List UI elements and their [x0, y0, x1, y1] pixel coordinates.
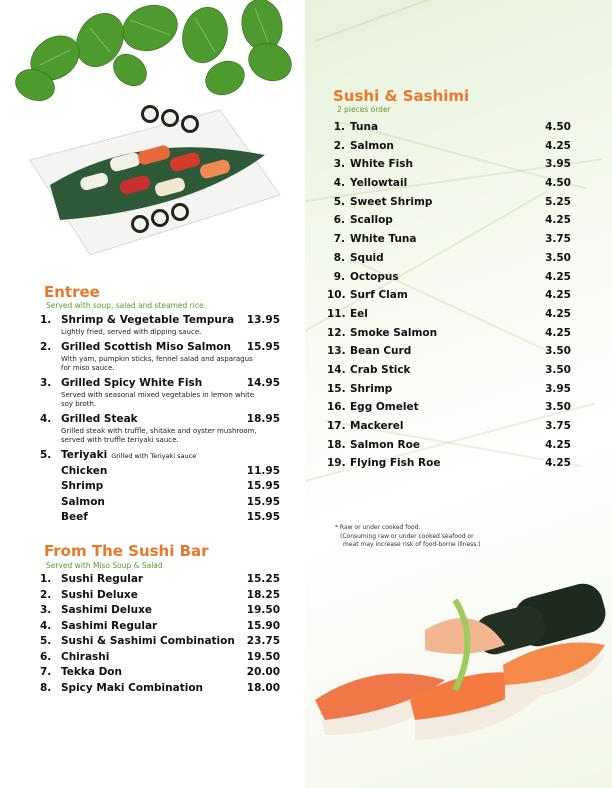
- item-price: 3.75: [545, 420, 571, 432]
- sushi-sashimi-item: [327, 214, 571, 233]
- item-price: 3.50: [545, 363, 571, 376]
- item-number: 4.: [333, 177, 345, 190]
- item-price: 3.95: [545, 158, 571, 171]
- option-name: Beef: [61, 511, 88, 523]
- sushi-bar-item: [40, 666, 280, 682]
- item-name: Grilled Scottish Miso Salmon: [61, 341, 231, 353]
- item-number: 19.: [327, 457, 346, 470]
- entree-item-row: [40, 314, 280, 328]
- item-price: 4.25: [545, 289, 571, 302]
- item-price: 18.25: [246, 588, 280, 601]
- item-name: Crab Stick: [350, 363, 411, 376]
- item-name: Surf Clam: [350, 289, 408, 302]
- sushi-bar-item: [40, 620, 280, 636]
- item-price: 18.00: [246, 681, 280, 694]
- item-price: 3.50: [545, 251, 571, 264]
- item-number: 16.: [327, 401, 346, 414]
- item-number: 3.: [40, 604, 52, 616]
- item-name: Salmon: [350, 139, 394, 152]
- sushi-sashimi-item: [327, 345, 571, 364]
- item-name: Shrimp & Vegetable Tempura: [61, 314, 235, 326]
- item-number: 2.: [40, 341, 52, 353]
- sushi-sashimi-item: [327, 252, 571, 271]
- item-name: Sweet Shrimp: [350, 195, 433, 208]
- item-number: 4.: [40, 413, 52, 425]
- item-name: Scallop: [350, 214, 393, 227]
- item-number: 5.: [333, 195, 345, 208]
- sushi-bar-subtitle: Served with Miso Soup & Salad: [46, 561, 163, 570]
- item-number: 14.: [327, 363, 346, 376]
- item-name: Sushi Regular: [61, 573, 144, 585]
- sushi-sashimi-item: [327, 457, 571, 476]
- notice-line-2: (Consuming raw or under cooked seafood or: [340, 532, 474, 540]
- entree-item-row: [40, 413, 280, 427]
- sushi-sashimi-item: [327, 233, 571, 252]
- sushi-plate-image: [20, 100, 285, 265]
- sushi-bar-item: [40, 573, 280, 589]
- teriyaki-option-row: [40, 480, 280, 496]
- item-price: 23.75: [246, 635, 280, 647]
- sushi-bar-item: [40, 682, 280, 698]
- item-number: 15.: [327, 382, 346, 395]
- item-name: Bean Curd: [350, 345, 412, 358]
- item-number: 8.: [40, 681, 52, 694]
- item-number: 1.: [333, 121, 345, 133]
- background-streak: [315, 0, 579, 42]
- sushi-sashimi-item: [327, 308, 571, 327]
- item-price: 15.25: [246, 573, 280, 585]
- item-number: 1.: [40, 314, 52, 326]
- sushi-sashimi-item: [327, 271, 571, 290]
- notice-line-1: * Raw or under cooked food.: [335, 524, 421, 531]
- item-number: 8.: [333, 251, 345, 264]
- item-number: 6.: [333, 214, 345, 227]
- item-description: Lightly fried, served with dipping sauce.: [61, 328, 202, 336]
- item-name: Tuna: [350, 121, 379, 133]
- item-number: 3.: [40, 377, 52, 389]
- item-name: Smoke Salmon: [350, 326, 438, 339]
- item-name: White Fish: [350, 158, 413, 171]
- item-price: 18.95: [246, 413, 280, 425]
- item-number: 1.: [40, 573, 52, 585]
- item-name: Flying Fish Roe: [350, 457, 441, 470]
- item-number: 7.: [40, 666, 52, 678]
- item-price: 13.95: [246, 314, 280, 326]
- item-price: 4.25: [545, 307, 571, 320]
- item-name: Chirashi: [61, 650, 110, 663]
- item-number: 5.: [40, 635, 52, 647]
- sushi-sashimi-item: [327, 439, 571, 458]
- entree-item-row: [40, 377, 280, 391]
- sushi-sashimi-item: [327, 401, 571, 420]
- item-number: 2.: [40, 588, 52, 601]
- item-price: 3.75: [545, 233, 571, 246]
- item-description: Served with seasonal mixed vegetables in lemon white soy broth.: [61, 391, 255, 408]
- item-number: 17.: [327, 420, 346, 432]
- item-name: Spicy Maki Combination: [61, 681, 204, 694]
- item-name: Sashimi Deluxe: [61, 604, 152, 616]
- item-price: 14.95: [246, 377, 280, 389]
- sushi-bar-item: [40, 635, 280, 651]
- teriyaki-option-row: [40, 465, 280, 481]
- sushi-bar-item: [40, 651, 280, 667]
- item-name: Mackerel: [350, 420, 404, 432]
- sushi-bar-item: [40, 604, 280, 620]
- item-name: [61, 449, 196, 461]
- item-price: 4.25: [545, 139, 571, 152]
- option-name: Chicken: [61, 464, 108, 477]
- item-name: Squid: [350, 251, 384, 264]
- sushi-sashimi-list: [327, 121, 571, 476]
- item-number: 12.: [327, 326, 346, 339]
- sushi-sashimi-title: Sushi & Sashimi: [333, 87, 470, 105]
- item-price: 4.50: [545, 177, 571, 190]
- item-number: 6.: [40, 650, 52, 663]
- sushi-sashimi-item: [327, 420, 571, 439]
- basil-leaves-image: [0, 0, 300, 110]
- entree-item: [40, 413, 280, 445]
- item-name: Grilled Steak: [61, 413, 138, 425]
- item-number: 7.: [333, 233, 345, 246]
- item-price: 3.50: [545, 345, 571, 358]
- option-name: Shrimp: [61, 480, 104, 492]
- item-name: Yellowtail: [350, 177, 408, 190]
- item-price: 4.25: [545, 326, 571, 339]
- entree-title: Entree: [44, 283, 100, 301]
- entree-item: [40, 341, 280, 373]
- teriyaki-option-row: [40, 511, 280, 527]
- item-number: 5.: [40, 449, 52, 461]
- sushi-sashimi-item: [327, 383, 571, 402]
- sushi-bar-list: [40, 573, 280, 697]
- sushi-sashimi-item: [327, 364, 571, 383]
- item-price: 3.50: [545, 401, 571, 414]
- item-number: 10.: [327, 289, 346, 302]
- sushi-sashimi-item: [327, 177, 571, 196]
- item-number: 9.: [333, 270, 345, 283]
- raw-food-notice: [335, 524, 481, 550]
- item-number: 13.: [327, 345, 346, 358]
- item-name: Tekka Don: [61, 666, 123, 678]
- sushi-sashimi-item: [327, 140, 571, 159]
- item-price: 15.90: [246, 619, 280, 632]
- item-number: 2.: [333, 139, 345, 152]
- option-price: 11.95: [246, 464, 280, 477]
- sushi-bar-title: From The Sushi Bar: [44, 542, 209, 560]
- item-price: 5.25: [545, 195, 571, 208]
- item-price: 15.95: [246, 341, 280, 353]
- entree-item: [40, 314, 280, 337]
- option-name: Salmon: [61, 495, 105, 508]
- item-name: Eel: [350, 307, 368, 320]
- entree-list: [40, 314, 280, 527]
- item-name: Grilled Spicy White Fish: [61, 377, 203, 389]
- item-price: 19.50: [246, 604, 280, 616]
- item-price: 4.50: [545, 121, 571, 133]
- teriyaki-option-row: [40, 496, 280, 512]
- item-number: 11.: [327, 307, 346, 320]
- item-price: 4.25: [545, 438, 571, 451]
- item-price: 4.25: [545, 270, 571, 283]
- item-number: 4.: [40, 619, 52, 632]
- sushi-sashimi-subtitle: 2 pieces order: [337, 105, 391, 114]
- sushi-sashimi-item: [327, 289, 571, 308]
- item-price: 4.25: [545, 457, 571, 470]
- sushi-sashimi-item: [327, 327, 571, 346]
- salmon-nigiri-image: [305, 560, 612, 788]
- item-price: 20.00: [246, 666, 280, 678]
- sushi-sashimi-item: [327, 196, 571, 215]
- entree-item: [40, 377, 280, 409]
- sushi-sashimi-item: [327, 121, 571, 140]
- item-number: 18.: [327, 438, 346, 451]
- item-name: Egg Omelet: [350, 401, 419, 414]
- entree-item-row: [40, 341, 280, 355]
- item-name: Sushi Deluxe: [61, 588, 138, 601]
- item-price: 19.50: [246, 650, 280, 663]
- item-price: 4.25: [545, 214, 571, 227]
- teriyaki-note: Grilled with Teriyaki sauce: [111, 452, 197, 460]
- item-name: Shrimp: [350, 382, 393, 395]
- item-price: 3.95: [545, 382, 571, 395]
- item-description: With yam, pumpkin sticks, fennel salad and asparagus for miso sauce.: [61, 355, 253, 372]
- sushi-bar-item: [40, 589, 280, 605]
- item-name: Sushi & Sashimi Combination: [61, 635, 235, 647]
- sushi-sashimi-item: [327, 158, 571, 177]
- entree-subtitle: Served with soup, salad and steamed rice.: [46, 301, 206, 310]
- teriyaki-name: Teriyaki: [61, 449, 108, 461]
- item-number: 3.: [333, 158, 345, 171]
- option-price: 15.95: [246, 511, 280, 523]
- teriyaki-row: [40, 449, 280, 465]
- item-name: Octopus: [350, 270, 399, 283]
- item-description: Grilled steak with truffle, shitake and oyster mushroom, served with truffle teriyaki sauce.: [61, 427, 257, 444]
- option-price: 15.95: [246, 495, 280, 508]
- option-price: 15.95: [246, 480, 280, 492]
- item-name: White Tuna: [350, 233, 417, 246]
- item-name: Sashimi Regular: [61, 619, 158, 632]
- item-name: Salmon Roe: [350, 438, 420, 451]
- notice-line-3: meat may increase risk of food-borne illness.): [343, 541, 481, 548]
